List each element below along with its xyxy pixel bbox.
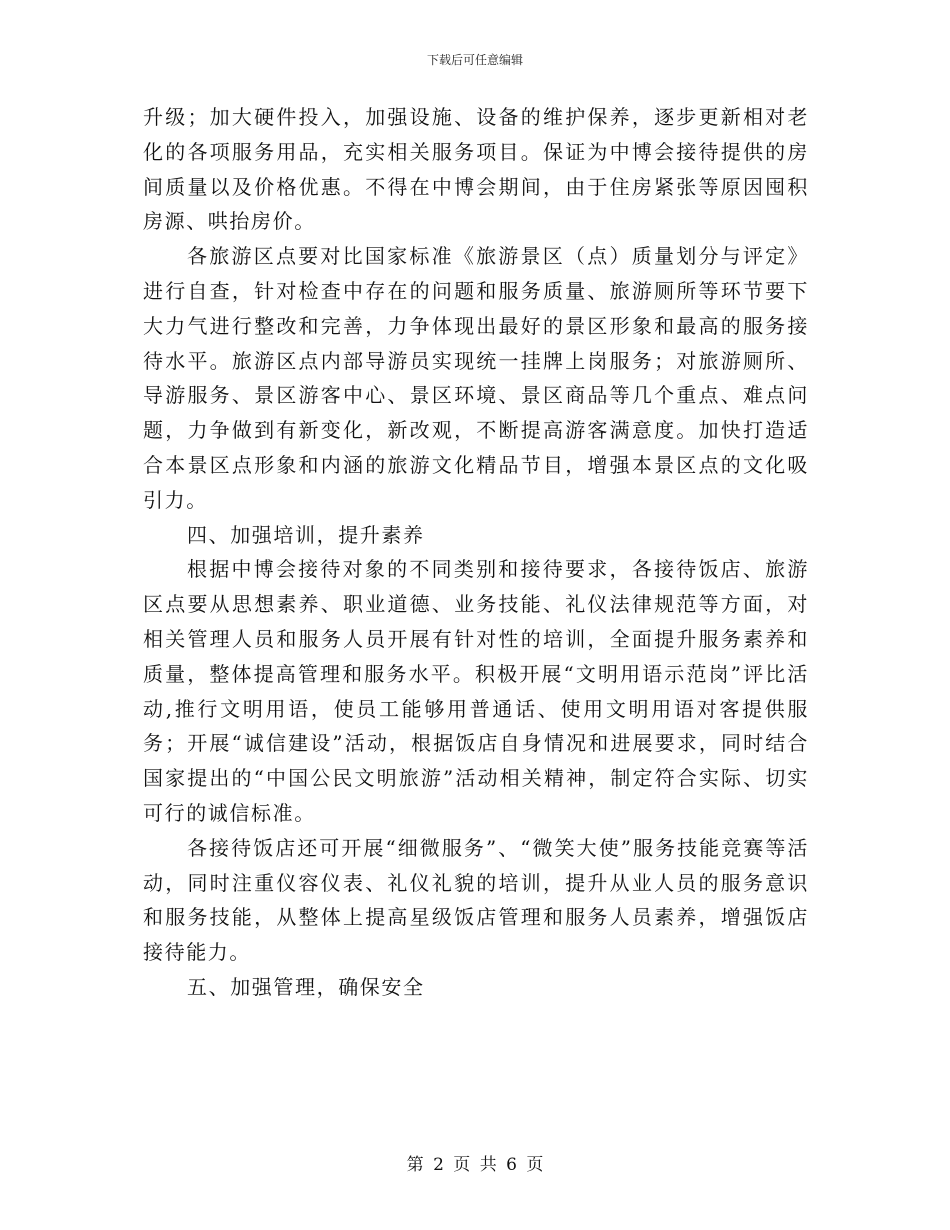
paragraph-upgrade: 升级；加大硬件投入，加强设施、设备的维护保养，逐步更新相对老化的各项服务用品，充实相关服务项目。保证为中博会接待提供的房间质量以及价格优惠。不得在中博会期间，由于住房紧张等原因囤积房源、哄抬房价。	[143, 105, 809, 234]
document-body	[143, 100, 809, 1005]
section-heading-safety: 五、加强管理，确保安全	[187, 974, 425, 999]
paragraph-scenic-areas: 各旅游区点要对比国家标准《旅游景区（点）质量划分与评定》进行自查，针对检查中存在的问题和服务质量、旅游厕所等环节要下大力气进行整改和完善，力争体现出最好的景区形象和最高的服务接待水平。旅游区点内部导游员实现统一挂牌上岗服务；对旅游厕所、导游服务、景区游客中心、景区环境、景区商品等几个重点、难点问题，力争做到有新变化，新改观，不断提高游客满意度。加快打造适合本景区点形象和内涵的旅游文化精品节目，增强本景区点的文化吸引力。	[143, 244, 809, 512]
page-footer: 第 2 页 共 6 页	[406, 1155, 544, 1175]
paragraph-training: 根据中博会接待对象的不同类别和接待要求，各接待饭店、旅游区点要从思想素养、职业道德、业务技能、礼仪法律规范等方面，对相关管理人员和服务人员开展有针对性的培训，全面提升服务素养和质量，整体提高管理和服务水平。积极开展“文明用语示范岗”评比活动,推行文明用语，使员工能够用普通话、使用文明用语对客提供服务；开展“诚信建设”活动，根据饭店自身情况和进展要求，同时结合国家提出的“中国公民文明旅游”活动相关精神，制定符合实际、切实可行的诚信标准。	[143, 557, 809, 825]
page-header: 下载后可任意编辑	[426, 53, 523, 67]
section-heading-training: 四、加强培训，提升素养	[187, 522, 425, 547]
paragraph-service-competition: 各接待饭店还可开展“细微服务”、“微笑大使”服务技能竞赛等活动，同时注重仪容仪表、礼仪礼貌的培训，提升从业人员的服务意识和服务技能，从整体上提高星级饭店管理和服务人员素养，增强饭店接待能力。	[143, 835, 809, 965]
